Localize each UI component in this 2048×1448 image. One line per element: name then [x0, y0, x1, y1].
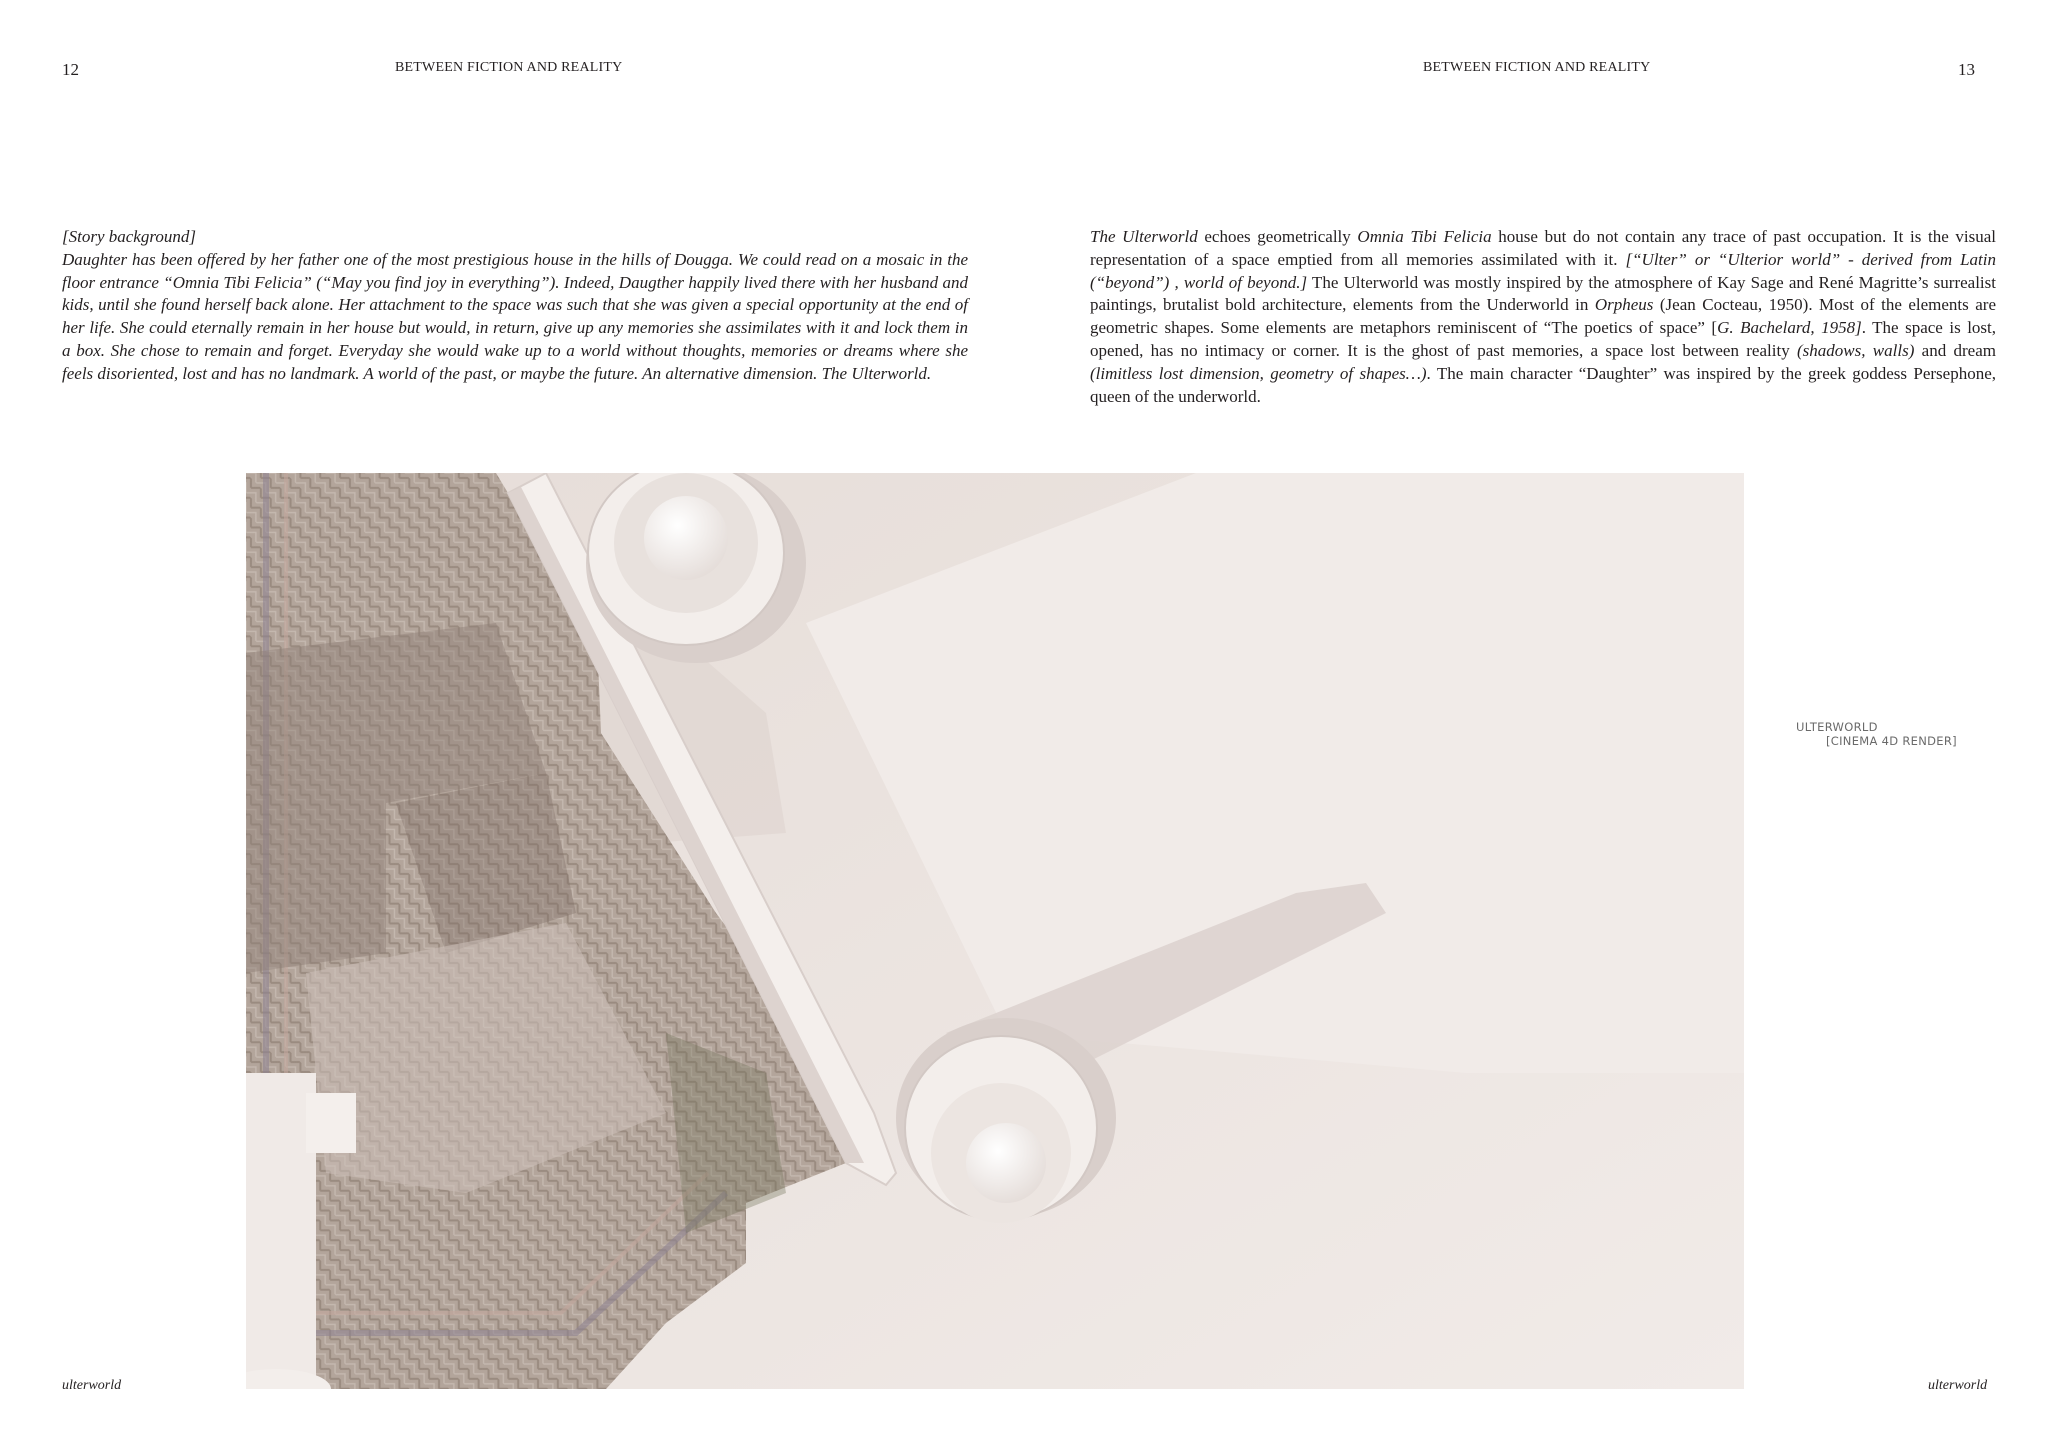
film-title: Orpheus	[1594, 295, 1654, 315]
wall-fragment	[306, 1093, 356, 1153]
citation: G. Bachelard, 1958]	[1717, 318, 1862, 338]
ulterworld-description	[1090, 226, 1996, 408]
story-background-block	[62, 226, 968, 386]
ulterworld-paragraph	[1090, 226, 1996, 408]
term-omnia-tibi-felicia: Omnia Tibi Felicia	[1357, 227, 1492, 246]
paragraph-text: house but do not contain any trace of past occupation. It is the visual representation of a space emptied from all memories assimilated with it.	[1090, 227, 1997, 269]
story-body: Daughter has been offered by her father one of the most prestigious house in the hills of Dougga. We could read on a mosaic in the floor entrance “Omnia Tibi Felicia” (“May you find joy in everything”). Indeed, Daugther happily lived there with her husband and kids, until she found herself back alone. Her attachment to the space was such that she was given a special opportunity at the end of her life. She could eternally remain in her house but would, in return, give up any memories she assimilates with it and lock them in a box. She chose to remain and forget. Everyday she would wake up to a world without thoughts, memories or dreams where she feels disoriented, lost and has no landmark. A world of the past, or maybe the future. An alternative dimension. The Ulterworld.	[62, 249, 968, 383]
right-page-number: 13	[1958, 60, 1975, 79]
term-ulterworld: The Ulterworld	[1090, 227, 1198, 246]
etymology-note: [“Ulter” or “Ulterior world” - derived from Latin (“beyond”) , world of beyond.]	[1090, 249, 1996, 292]
paragraph-text: The Ulterworld was mostly inspired by the atmosphere of Kay Sage and René Magritte’s surrealist paintings, brutalist bold architecture, elements from the Underworld in	[1090, 272, 1996, 315]
paragraph-text: (Jean Cocteau, 1950). Most of the elements are geometric shapes. Some elements are metaphors reminiscent of “The poetics of space” [	[1090, 295, 1996, 338]
story-heading: [Story background]	[62, 227, 196, 246]
left-footer: ulterworld	[62, 1378, 122, 1393]
dream-note: (limitless lost dimension, geometry of shapes…)	[1090, 363, 1427, 383]
right-footer: ulterworld	[1928, 1378, 1988, 1393]
wall-fragment	[246, 1073, 316, 1389]
caption-subtitle: [CINEMA 4D RENDER]	[1826, 734, 1957, 748]
left-page-number: 12	[62, 60, 79, 79]
right-running-head: BETWEEN FICTION AND REALITY	[1423, 60, 1651, 75]
left-running-head: BETWEEN FICTION AND REALITY	[395, 60, 623, 75]
paragraph-text: . The space is lost, opened, has no intimacy or corner. It is the ghost of past memories, a space lost between reality	[1090, 318, 1997, 360]
ulterworld-render-image	[246, 473, 1744, 1389]
caption-title: ULTERWORLD	[1796, 720, 1878, 734]
reality-note: (shadows, walls)	[1797, 340, 1915, 360]
paragraph-text: echoes geometrically	[1197, 227, 1358, 246]
paragraph-text: . The main character “Daughter” was inspired by the greek goddess Persephone, queen of the underworld.	[1090, 363, 1996, 406]
figure-caption	[1796, 720, 1957, 748]
paragraph-text: and dream	[1914, 340, 1996, 360]
